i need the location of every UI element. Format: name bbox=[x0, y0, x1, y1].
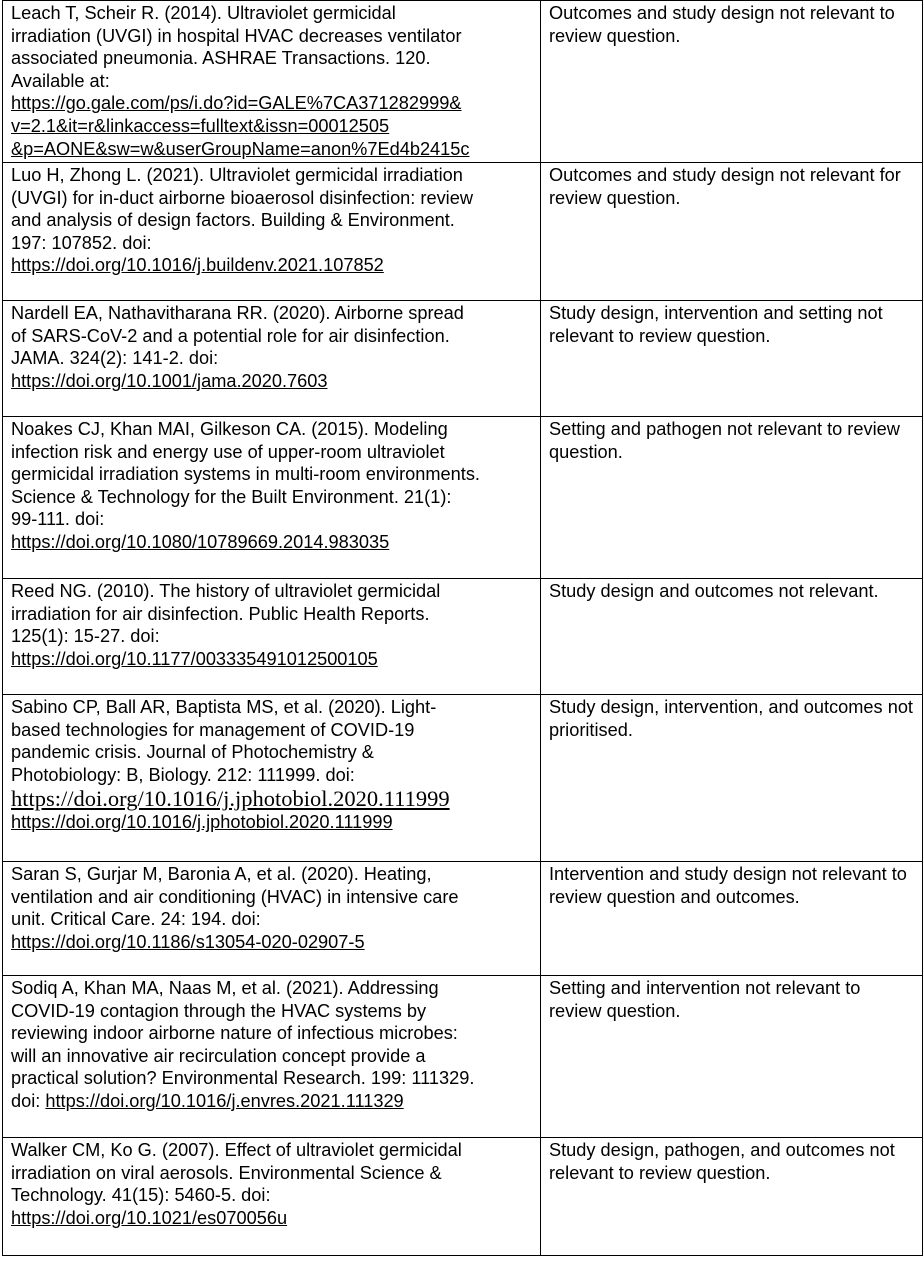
reference-text: reviewing indoor airborne nature of infectious microbes: bbox=[11, 1023, 458, 1044]
reference-link[interactable]: https://doi.org/10.1001/jama.2020.7603 bbox=[11, 370, 328, 391]
reference-text: unit. Critical Care. 24: 194. doi: bbox=[11, 909, 261, 930]
reference-cell bbox=[3, 695, 541, 862]
table-body bbox=[3, 1, 923, 1256]
reference-link[interactable]: https://doi.org/10.1080/10789669.2014.983035 bbox=[11, 531, 390, 552]
exclusion-reason-cell: Outcomes and study design not relevant for review question. bbox=[541, 163, 923, 301]
reference-doi-line bbox=[11, 1090, 534, 1113]
table-row bbox=[3, 1138, 923, 1256]
reference-cell bbox=[3, 163, 541, 301]
reference-text: Leach T, Scheir R. (2014). Ultraviolet germicidal bbox=[11, 3, 396, 23]
reference-text: of SARS-CoV-2 and a potential role for air disinfection. bbox=[11, 325, 450, 346]
exclusion-reason-cell: Setting and pathogen not relevant to review question. bbox=[541, 417, 923, 579]
table-row bbox=[3, 862, 923, 976]
reference-text: based technologies for management of COVID-19 bbox=[11, 719, 415, 740]
exclusion-reason-cell: Outcomes and study design not relevant to review question. bbox=[541, 1, 923, 163]
reference-text: irradiation on viral aerosols. Environmental Science & bbox=[11, 1162, 442, 1183]
reference-text: Saran S, Gurjar M, Baronia A, et al. (2020). Heating, bbox=[11, 864, 432, 884]
reference-link[interactable]: https://go.gale.com/ps/i.do?id=GALE%7CA371282999& bbox=[11, 93, 462, 114]
reference-cell bbox=[3, 579, 541, 695]
reference-text: 99-111. doi: bbox=[11, 509, 105, 530]
reference-cell bbox=[3, 301, 541, 417]
reference-text: 197: 107852. doi: bbox=[11, 232, 152, 253]
exclusion-reason-cell: Study design, intervention, and outcomes not prioritised. bbox=[541, 695, 923, 862]
reference-text: ventilation and air conditioning (HVAC) in intensive care bbox=[11, 886, 459, 907]
table-row bbox=[3, 417, 923, 579]
excluded-studies-table bbox=[2, 0, 923, 1256]
reference-cell bbox=[3, 417, 541, 579]
exclusion-reason-cell: Intervention and study design not relevant to review question and outcomes. bbox=[541, 862, 923, 976]
reference-text: Nardell EA, Nathavitharana RR. (2020). Airborne spread bbox=[11, 303, 464, 323]
reference-text: Sodiq A, Khan MA, Naas M, et al. (2021). Addressing bbox=[11, 978, 439, 998]
reference-link[interactable]: https://doi.org/10.1186/s13054-020-02907-5 bbox=[11, 931, 365, 952]
reference-text: Walker CM, Ko G. (2007). Effect of ultraviolet germicidal bbox=[11, 1140, 462, 1160]
reference-link[interactable]: https://doi.org/10.1016/j.buildenv.2021.107852 bbox=[11, 255, 384, 276]
table-row bbox=[3, 301, 923, 417]
reference-text: and analysis of design factors. Building & Environment. bbox=[11, 210, 455, 231]
reference-cell bbox=[3, 862, 541, 976]
reference-text: associated pneumonia. ASHRAE Transactions. 120. bbox=[11, 48, 431, 69]
exclusion-reason-cell: Study design and outcomes not relevant. bbox=[541, 579, 923, 695]
reference-text: Noakes CJ, Khan MAI, Gilkeson CA. (2015). Modeling bbox=[11, 419, 448, 439]
reference-text: (UVGI) for in-duct airborne bioaerosol disinfection: review bbox=[11, 187, 473, 208]
reference-link[interactable]: v=2.1&it=r&linkaccess=fulltext&issn=00012505 bbox=[11, 115, 390, 136]
table-row bbox=[3, 1, 923, 163]
reference-link[interactable]: https://doi.org/10.1021/es070056u bbox=[11, 1207, 288, 1228]
table-row bbox=[3, 163, 923, 301]
reference-link-serif[interactable]: https://doi.org/10.1016/j.jphotobiol.2020.111999 bbox=[11, 786, 450, 812]
reference-text: Luo H, Zhong L. (2021). Ultraviolet germicidal irradiation bbox=[11, 165, 463, 185]
reference-text: Sabino CP, Ball AR, Baptista MS, et al. (2020). Light- bbox=[11, 697, 437, 717]
reference-text: Reed NG. (2010). The history of ultraviolet germicidal bbox=[11, 581, 441, 601]
reference-link[interactable]: https://doi.org/10.1016/j.jphotobiol.2020.111999 bbox=[11, 812, 393, 833]
exclusion-reason-cell: Study design, pathogen, and outcomes not relevant to review question. bbox=[541, 1138, 923, 1256]
exclusion-reason-cell: Setting and intervention not relevant to review question. bbox=[541, 976, 923, 1138]
table-row bbox=[3, 976, 923, 1138]
reference-link[interactable]: https://doi.org/10.1177/003335491012500105 bbox=[11, 648, 378, 669]
reference-text: COVID-19 contagion through the HVAC systems by bbox=[11, 1000, 427, 1021]
reference-text: germicidal irradiation systems in multi-room environments. bbox=[11, 464, 480, 485]
reference-link[interactable]: &p=AONE&sw=w&userGroupName=anon%7Ed4b2415c bbox=[11, 138, 470, 159]
reference-cell bbox=[3, 1, 541, 163]
reference-text: pandemic crisis. Journal of Photochemistry & bbox=[11, 742, 374, 763]
reference-text: Photobiology: B, Biology. 212: 111999. doi: bbox=[11, 764, 355, 785]
table-row bbox=[3, 579, 923, 695]
reference-cell bbox=[3, 976, 541, 1138]
reference-text: 125(1): 15-27. doi: bbox=[11, 626, 160, 647]
doi-prefix: doi: bbox=[11, 1090, 46, 1111]
reference-text: will an innovative air recirculation concept provide a bbox=[11, 1045, 426, 1066]
reference-text: infection risk and energy use of upper-room ultraviolet bbox=[11, 441, 445, 462]
reference-text: Science & Technology for the Built Environment. 21(1): bbox=[11, 486, 452, 507]
table-row bbox=[3, 695, 923, 862]
reference-text: irradiation for air disinfection. Public Health Reports. bbox=[11, 603, 430, 624]
reference-text: practical solution? Environmental Research. 199: 111329. bbox=[11, 1068, 475, 1089]
reference-text: Available at: bbox=[11, 70, 110, 91]
exclusion-reason-cell: Study design, intervention and setting not relevant to review question. bbox=[541, 301, 923, 417]
reference-text: Technology. 41(15): 5460-5. doi: bbox=[11, 1185, 271, 1206]
reference-cell bbox=[3, 1138, 541, 1256]
reference-text: JAMA. 324(2): 141-2. doi: bbox=[11, 348, 219, 369]
reference-link[interactable]: https://doi.org/10.1016/j.envres.2021.111329 bbox=[45, 1090, 404, 1111]
reference-text: irradiation (UVGI) in hospital HVAC decreases ventilator bbox=[11, 25, 462, 46]
